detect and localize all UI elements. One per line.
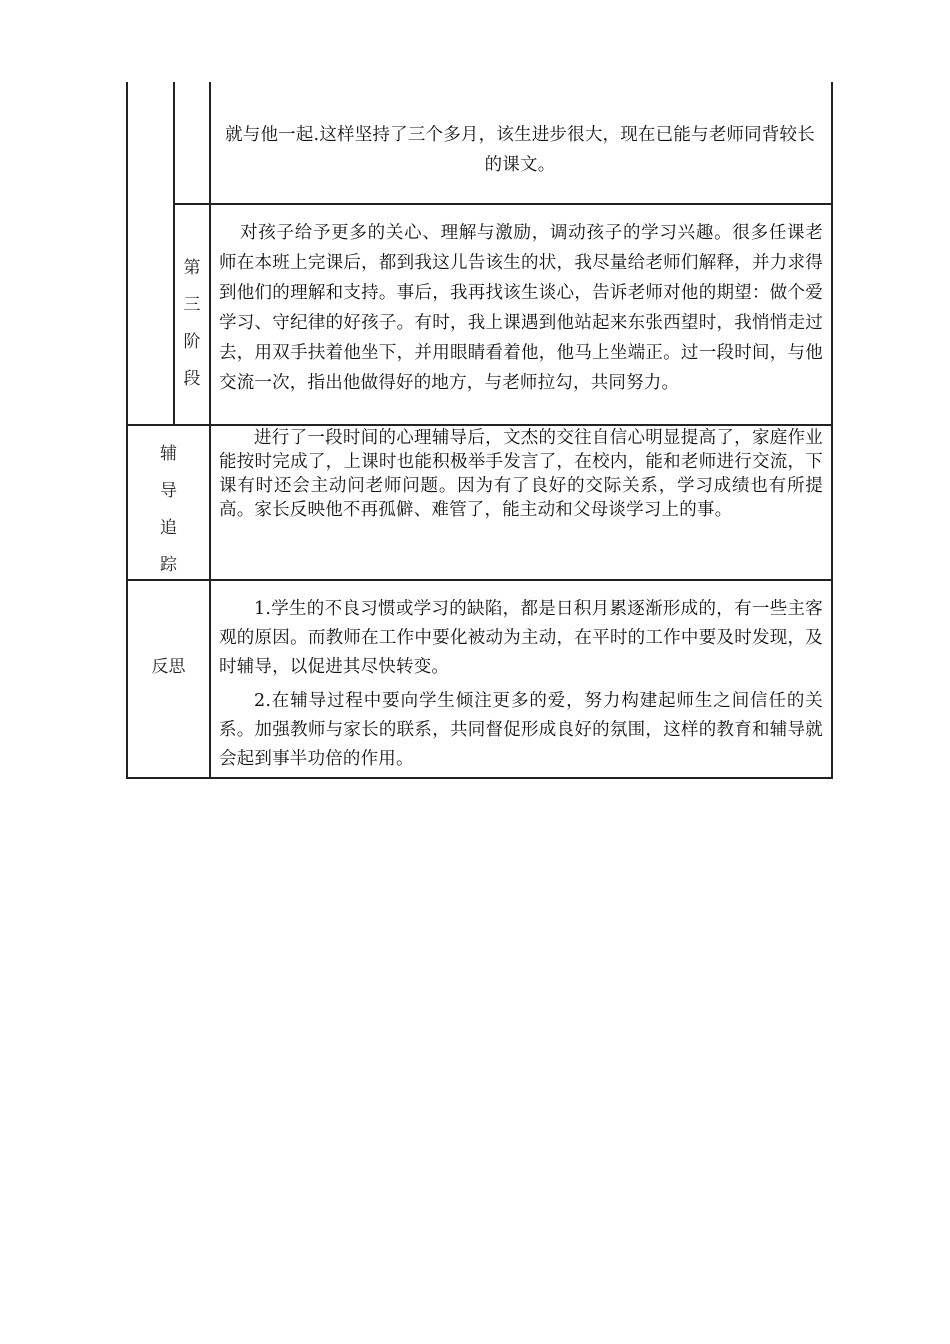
row-divider-3 bbox=[126, 579, 833, 581]
tracking-label-char: 追 bbox=[160, 518, 177, 538]
continuation-cell bbox=[219, 120, 821, 180]
reflection-paragraph-1: 1.学生的不良习惯或学习的缺陷，都是日积月累逐渐形成的，有一些主客观的原因。而教师在工作中要化被动为主动，在平时的工作中要及时发现，及时辅导，以促进其尽快转变。 bbox=[219, 599, 823, 677]
table-border-bottom bbox=[126, 777, 833, 779]
tracking-cell bbox=[219, 426, 823, 522]
reflection-cell bbox=[219, 595, 823, 774]
reflection-paragraph-2: 2.在辅导过程中要向学生倾注更多的爱，努力构建起师生之间信任的关系。加强教师与家长的联系，共同督促形成良好的氛围，这样的教育和辅导就会起到事半功倍的作用。 bbox=[219, 691, 823, 769]
continuation-text: 就与他一起.这样坚持了三个多月，该生进步很大，现在已能与老师同背较长的课文。 bbox=[225, 125, 815, 175]
stage3-label bbox=[175, 250, 209, 398]
stage3-label-char: 第 bbox=[183, 258, 201, 278]
table-border-right bbox=[831, 82, 833, 779]
counseling-record-table bbox=[126, 82, 833, 779]
stage3-label-char: 段 bbox=[183, 369, 201, 389]
table-divider-content-col bbox=[209, 82, 211, 779]
stage3-label-char: 阶 bbox=[183, 332, 201, 352]
stage3-text: 对孩子给予更多的关心、理解与激励，调动孩子的学习兴趣。很多任课老师在本班上完课后，都到我这儿告该生的状，我尽量给老师们解释，并力求得到他们的理解和支持。事后，我再找该生谈心，告诉老师对他的期望：做个爱学习、守纪律的好孩子。有时，我上课遇到他站起来东张西望时，我悄悄走过去，用双手扶着他坐下，并用眼睛看着他，他马上坐端正。过一段时间，与他交流一次，指出他做得好的地方，与老师拉勾，共同努力。 bbox=[219, 223, 823, 393]
tracking-label bbox=[128, 436, 209, 584]
tracking-label-char: 踪 bbox=[160, 555, 177, 575]
stage3-label-char: 三 bbox=[183, 295, 201, 315]
tracking-text: 进行了一段时间的心理辅导后，文杰的交往自信心明显提高了，家庭作业能按时完成了，上课时也能积极举手发言了，在校内，能和老师进行交流，下课有时还会主动问老师问题。因为有了良好的交际关系，学习成绩也有所提高。家长反映他不再孤僻、难管了，能主动和父母谈学习上的事。 bbox=[219, 428, 823, 520]
tracking-label-char: 辅 bbox=[160, 444, 177, 464]
row-divider-1 bbox=[173, 203, 833, 205]
tracking-label-char: 导 bbox=[160, 481, 177, 501]
reflection-label: 反思 bbox=[151, 657, 186, 677]
stage3-cell bbox=[219, 218, 823, 398]
